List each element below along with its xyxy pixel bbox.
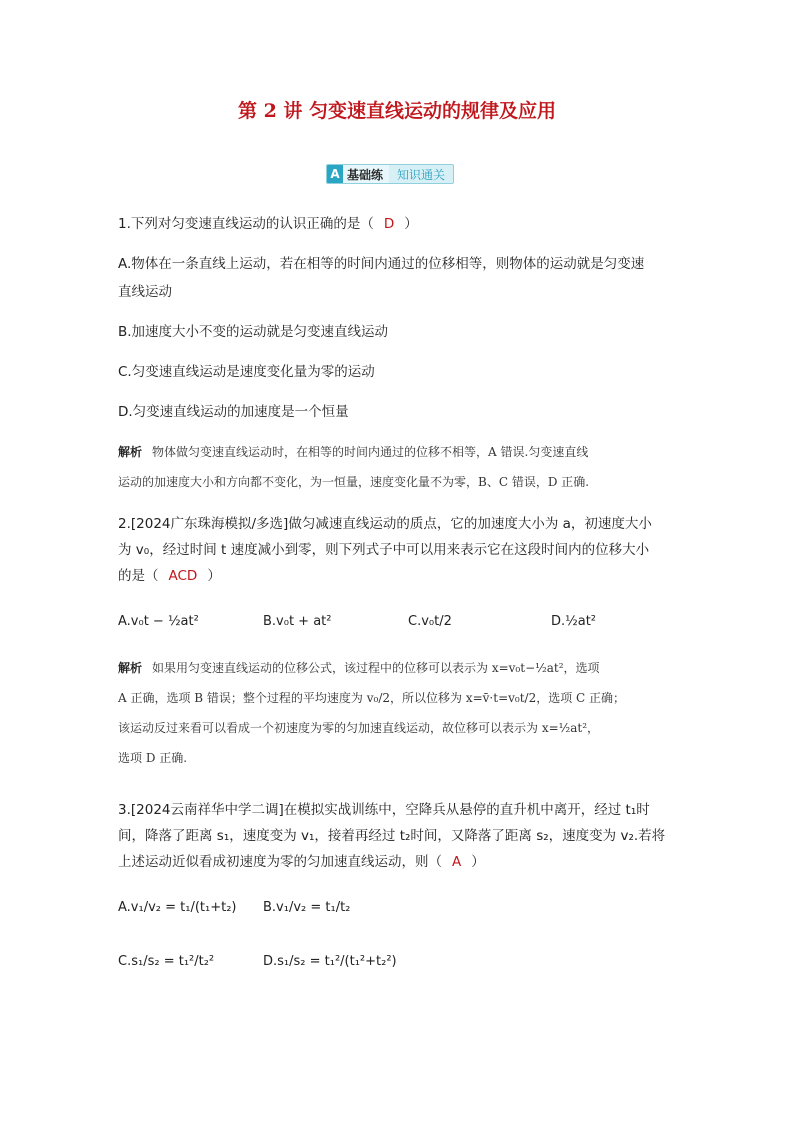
question-2-line-3: 的是（ ACD ） (118, 568, 221, 584)
question-2-option-a: A.v₀t − ½at² (118, 614, 199, 629)
explanation-label: 解析 (118, 445, 143, 459)
question-1-answer: D (383, 216, 395, 232)
badge-label-basic: 基础练 (347, 167, 384, 182)
question-3-option-d: D.s₁/s₂ = t₁²/(t₁²+t₂²) (263, 954, 397, 969)
question-2-line-1: 2.[2024广东珠海模拟/多选]做匀减速直线运动的质点，它的加速度大小为 a，初速度大小 (118, 516, 652, 532)
question-2-answer: ACD (168, 568, 198, 584)
question-1-option-d: D.匀变速直线运动的加速度是一个恒量 (118, 404, 349, 420)
question-1-option-c: C.匀变速直线运动是速度变化量为零的运动 (118, 364, 375, 380)
question-3-line-3: 上述运动近似看成初速度为零的匀加速直线运动，则（ A ） (118, 854, 485, 870)
question-3-option-a: A.v₁/v₂ = t₁/(t₁+t₂) (118, 900, 237, 915)
section-badge (326, 164, 454, 184)
explanation-label: 解析 (118, 661, 143, 675)
badge-label-knowledge: 知识通关 (389, 165, 453, 183)
question-1-option-b: B.加速度大小不变的运动就是匀变速直线运动 (118, 324, 389, 340)
question-1-explanation: 解析 物体做匀变速直线运动时，在相等的时间内通过的位移不相等，A 错误.匀变速直线 运动的加速度大小和方向都不变化，为一恒量，速度变化量不为零，B、C 错误，D 正确. (118, 445, 590, 489)
question-3-option-c: C.s₁/s₂ = t₁²/t₂² (118, 954, 215, 969)
question-2-line-2: 为 v₀，经过时间 t 速度减小到零，则下列式子中可以用来表示它在这段时间内的位移大小 (118, 542, 650, 558)
question-3-answer: A (452, 854, 462, 870)
question-1-option-a: A.物体在一条直线上运动，若在相等的时间内通过的位移相等，则物体的运动就是匀变速 (118, 256, 645, 272)
question-2-option-c: C.v₀t/2 (408, 614, 452, 629)
question-3-line-1: 3.[2024云南祥华中学二调]在模拟实战训练中，空降兵从悬停的直升机中离开，经过 t₁时 (118, 802, 650, 818)
page-title: 第 2 讲 匀变速直线运动的规律及应用 (237, 100, 557, 122)
question-1-stem: 1.下列对匀变速直线运动的认识正确的是（ D ） (118, 216, 418, 232)
question-2-option-d: D.½at² (551, 614, 597, 629)
question-3-option-b: B.v₁/v₂ = t₁/t₂ (263, 900, 351, 915)
question-1-option-a-cont: 直线运动 (118, 284, 172, 300)
question-2-option-b: B.v₀t + at² (263, 614, 332, 629)
question-2-explanation: 解析 如果用匀变速直线运动的位移公式，该过程中的位移可以表示为 x=v₀t−½at²，选项 A 正确，选项 B 错误；整个过程的平均速度为 v₀/2，所以位移为 x=v̄·t=v₀t/2，选项 C 正确； 该运动反过来看可以看成一个初速度为零的匀加速直线运动，故位移可以表示为 x=½at²， 选项 D 正确. (118, 661, 626, 765)
badge-letter: A (327, 165, 343, 183)
question-3-line-2: 间，降落了距离 s₁，速度变为 v₁，接着再经过 t₂时间，又降落了距离 s₂，速度变为 v₂.若将 (118, 828, 666, 844)
